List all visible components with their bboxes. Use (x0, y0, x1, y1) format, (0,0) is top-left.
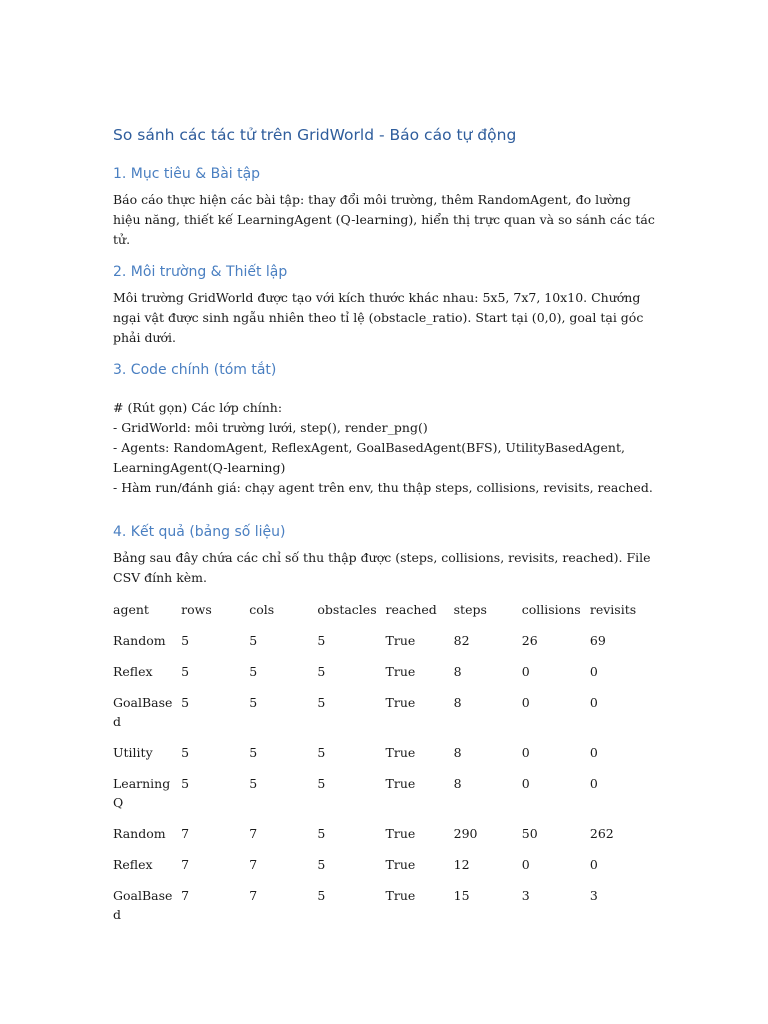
table-cell: 0 (521, 745, 530, 760)
table-cell: 5 (317, 776, 326, 791)
table-cell: 5 (317, 857, 326, 872)
code-line: # (Rút gọn) Các lớp chính: (113, 400, 283, 415)
code-line: - Hàm run/đánh giá: chạy agent trên env, thu thập steps, collisions, revisits, reached. (113, 480, 653, 495)
table-cell: LearningQ (113, 776, 171, 810)
table-cell: True (385, 857, 416, 872)
table-cell: 5 (317, 633, 326, 648)
code-line: - Agents: RandomAgent, ReflexAgent, GoalBasedAgent(BFS), UtilityBasedAgent, LearningAgent(Q-learning) (113, 440, 629, 475)
table-cell: True (385, 888, 416, 903)
table-cell: GoalBased (113, 695, 173, 729)
table-cell: True (385, 633, 416, 648)
code-summary (113, 398, 658, 498)
table-cell: 0 (589, 857, 598, 872)
table-cell: True (385, 664, 416, 679)
table-cell: 5 (317, 826, 326, 841)
table-cell: GoalBased (113, 888, 173, 922)
page-title: So sánh các tác tử trên GridWorld - Báo cáo tự động (113, 126, 517, 144)
report-page (113, 124, 658, 936)
column-header: steps (453, 602, 487, 617)
table-cell: Reflex (113, 664, 153, 679)
table-cell: 7 (249, 857, 258, 872)
table-cell: 8 (453, 664, 462, 679)
table-cell: 5 (181, 633, 190, 648)
table-cell: 5 (249, 745, 258, 760)
table-header-row (113, 600, 658, 631)
table-cell: 5 (249, 664, 258, 679)
column-header: revisits (589, 602, 637, 617)
table-cell: 5 (317, 745, 326, 760)
table-cell: 8 (453, 695, 462, 710)
table-cell: 5 (181, 695, 190, 710)
table-cell: True (385, 745, 416, 760)
column-header: cols (249, 602, 275, 617)
table-cell: 3 (521, 888, 530, 903)
table-row (113, 855, 658, 886)
table-cell: Random (113, 826, 166, 841)
section-heading-results: 4. Kết quả (bảng số liệu) (113, 524, 286, 540)
results-table (113, 600, 658, 936)
table-row (113, 662, 658, 693)
table-cell: 5 (181, 745, 190, 760)
column-header: collisions (521, 602, 581, 617)
table-cell: 262 (589, 826, 614, 841)
table-cell: 26 (521, 633, 538, 648)
section-text-env: Môi trường GridWorld được tạo với kích thước khác nhau: 5x5, 7x7, 10x10. Chướng ngại vật được sinh ngẫu nhiên theo tỉ lệ (obstacle_ratio). Start tại (0,0), goal tại góc phải dưới. (113, 290, 644, 345)
table-cell: Reflex (113, 857, 153, 872)
table-cell: Utility (113, 745, 153, 760)
section-heading-goals: 1. Mục tiêu & Bài tập (113, 166, 261, 182)
column-header: reached (385, 602, 437, 617)
section-text-results: Bảng sau đây chứa các chỉ số thu thập được (steps, collisions, revisits, reached). File CSV đính kèm. (113, 550, 651, 585)
section-heading-env: 2. Môi trường & Thiết lập (113, 264, 288, 280)
table-cell: 5 (249, 776, 258, 791)
table-cell: 5 (317, 888, 326, 903)
table-cell: 50 (521, 826, 538, 841)
table-row (113, 824, 658, 855)
table-cell: 0 (589, 664, 598, 679)
table-cell: 3 (589, 888, 598, 903)
table-cell: 5 (317, 695, 326, 710)
table-cell: 0 (521, 664, 530, 679)
table-cell: Random (113, 633, 166, 648)
table-cell: 0 (521, 776, 530, 791)
table-cell: 7 (181, 888, 190, 903)
table-cell: 0 (521, 857, 530, 872)
table-row (113, 886, 658, 936)
table-cell: 69 (589, 633, 606, 648)
table-cell: 5 (181, 664, 190, 679)
table-cell: 8 (453, 745, 462, 760)
table-cell: 0 (521, 695, 530, 710)
table-cell: 12 (453, 857, 470, 872)
table-row (113, 743, 658, 774)
table-cell: 5 (181, 776, 190, 791)
column-header: agent (113, 602, 149, 617)
table-cell: 0 (589, 695, 598, 710)
table-cell: 7 (249, 888, 258, 903)
column-header: obstacles (317, 602, 377, 617)
table-cell: 15 (453, 888, 470, 903)
table-cell: 7 (181, 826, 190, 841)
table-cell: True (385, 776, 416, 791)
table-row (113, 693, 658, 743)
table-cell: 8 (453, 776, 462, 791)
table-cell: True (385, 695, 416, 710)
code-line: - GridWorld: môi trường lưới, step(), render_png() (113, 420, 428, 435)
table-cell: 7 (181, 857, 190, 872)
table-row (113, 774, 658, 824)
table-cell: 290 (453, 826, 478, 841)
table-row (113, 631, 658, 662)
column-header: rows (181, 602, 212, 617)
table-cell: 5 (317, 664, 326, 679)
table-cell: 5 (249, 695, 258, 710)
section-heading-code: 3. Code chính (tóm tắt) (113, 362, 277, 378)
table-cell: 0 (589, 745, 598, 760)
table-cell: 0 (589, 776, 598, 791)
section-text-goals: Báo cáo thực hiện các bài tập: thay đổi môi trường, thêm RandomAgent, đo lường hiệu năng, thiết kế LearningAgent (Q-learning), hiển thị trực quan và so sánh các tác tử. (113, 192, 655, 247)
table-cell: 82 (453, 633, 470, 648)
table-cell: True (385, 826, 416, 841)
table-cell: 7 (249, 826, 258, 841)
table-cell: 5 (249, 633, 258, 648)
